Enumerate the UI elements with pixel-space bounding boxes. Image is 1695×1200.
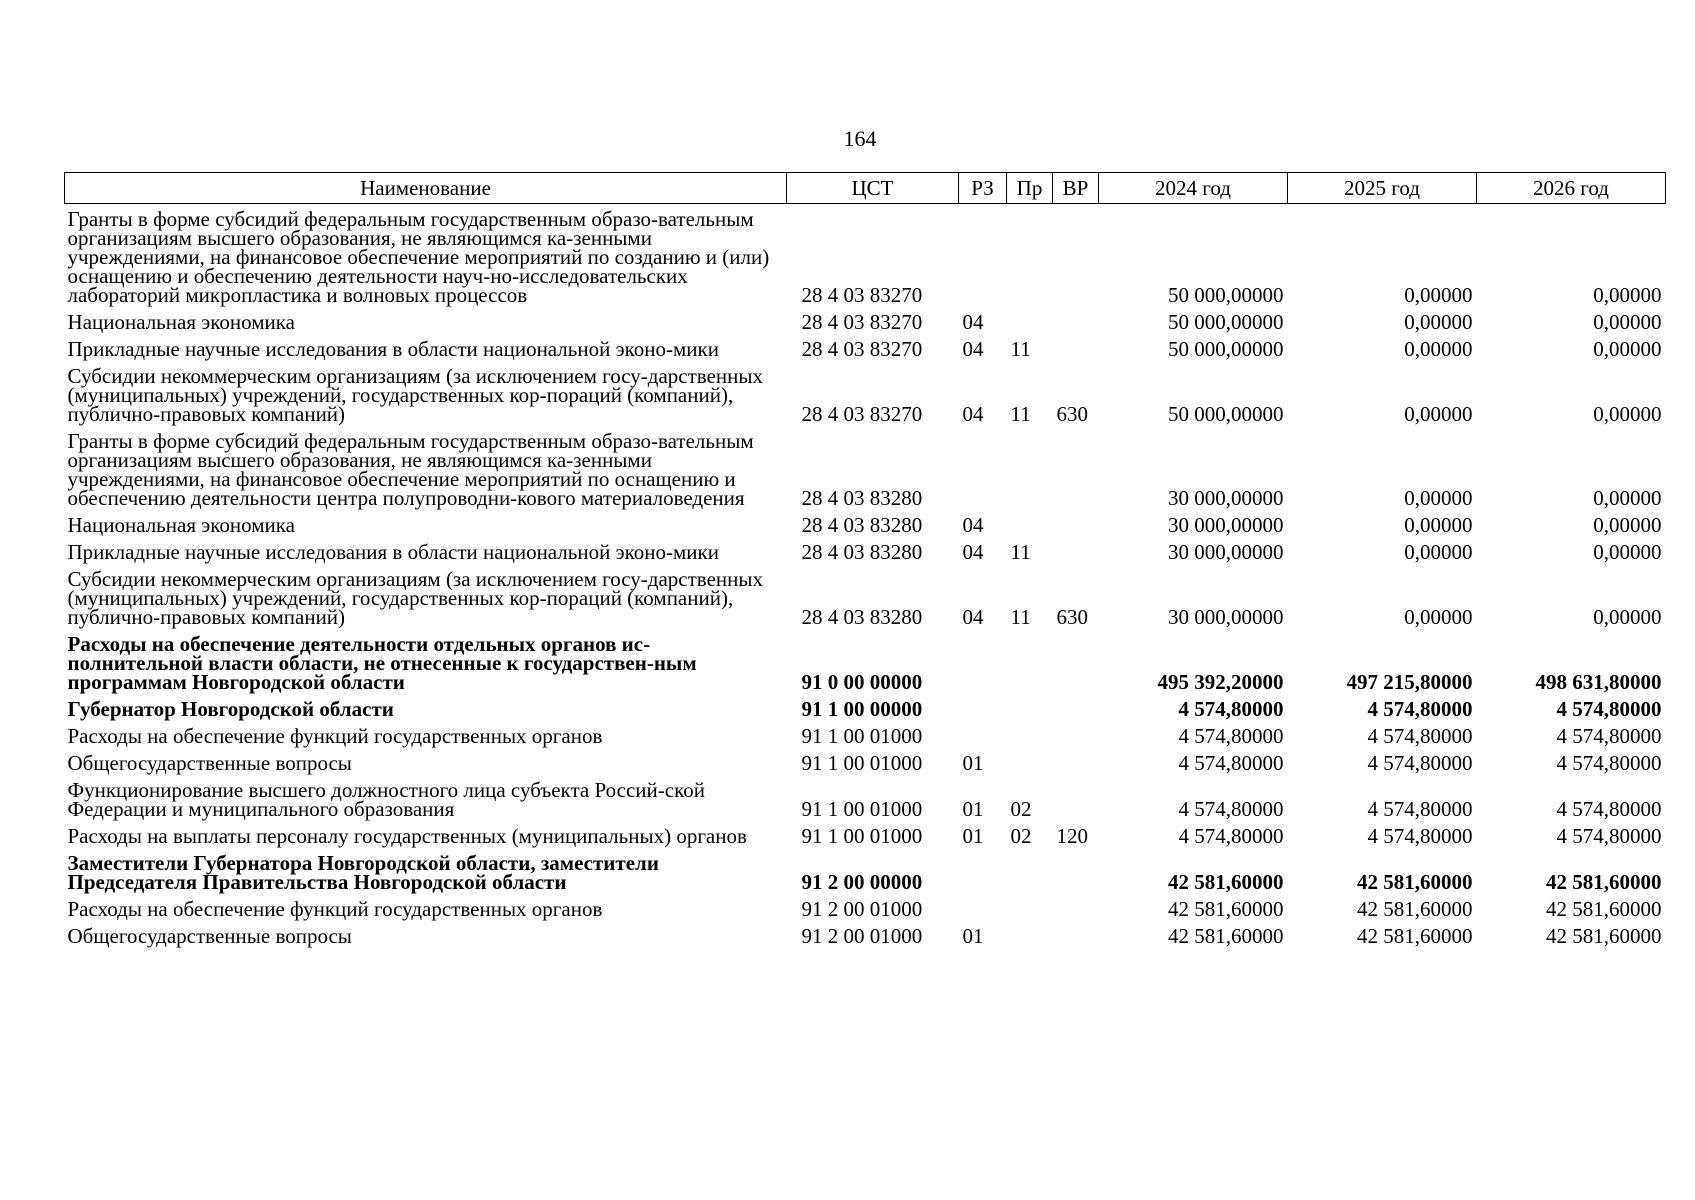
cell-cst: 28 4 03 83270 xyxy=(801,402,923,426)
cell-name: Расходы на обеспечение деятельности отдельных органов ис-полнительной власти области, не отнесенные к государствен-ным программам Новгородской области xyxy=(67,632,697,694)
cell-cst: 28 4 03 83270 xyxy=(801,283,923,307)
cell-vr xyxy=(1053,696,1099,723)
table-row xyxy=(65,363,1666,428)
header-2025: 2025 год xyxy=(1288,173,1477,204)
cell-name: Функционирование высшего должностного лица субъекта Россий-ской Федерации и муниципального образования xyxy=(67,778,705,821)
cell-2026: 4 574,80000 xyxy=(1556,751,1662,775)
table-row xyxy=(65,336,1666,363)
cell-2024: 4 574,80000 xyxy=(1178,697,1284,721)
cell-pr xyxy=(1007,631,1053,696)
cell-2025: 42 581,60000 xyxy=(1357,870,1473,894)
cell-2025: 0,00000 xyxy=(1404,540,1473,564)
cell-vr xyxy=(1053,896,1099,923)
cell-2024: 30 000,00000 xyxy=(1168,540,1284,564)
cell-2026: 0,00000 xyxy=(1593,310,1662,334)
cell-2025: 497 215,80000 xyxy=(1346,670,1473,694)
cell-rz xyxy=(959,723,1007,750)
cell-name: Субсидии некоммерческим организациям (за исключением госу-дарственных (муниципальных) учреждений, государственных кор-пораций (компаний), публично-правовых компаний) xyxy=(67,567,764,629)
cell-rz: 04 xyxy=(962,513,984,537)
cell-2024: 30 000,00000 xyxy=(1168,513,1284,537)
cell-rz xyxy=(959,896,1007,923)
header-rz: РЗ xyxy=(959,173,1007,204)
cell-pr: 11 xyxy=(1010,337,1031,361)
cell-2026: 42 581,60000 xyxy=(1546,870,1662,894)
cell-2024: 30 000,00000 xyxy=(1168,486,1284,510)
cell-name: Гранты в форме субсидий федеральным государственным образо-вательным организациям высшего образования, не являющимся ка-зенными учреждениями, на финансовое обеспечение мероприятий по созданию и (или) оснащению и обеспечению деятельности науч-но-исследовательских лабораторий микропластика и волновых процессов xyxy=(67,207,770,307)
cell-rz: 04 xyxy=(962,540,984,564)
cell-2026: 0,00000 xyxy=(1593,283,1662,307)
cell-cst: 91 1 00 01000 xyxy=(801,797,923,821)
cell-vr xyxy=(1053,631,1099,696)
cell-name: Губернатор Новгородской области xyxy=(67,697,394,721)
cell-cst: 91 1 00 01000 xyxy=(801,751,923,775)
cell-vr xyxy=(1053,923,1099,950)
header-vr: ВР xyxy=(1053,173,1099,204)
cell-2024: 4 574,80000 xyxy=(1178,751,1284,775)
cell-rz xyxy=(959,696,1007,723)
table-row xyxy=(65,631,1666,696)
cell-rz: 04 xyxy=(962,402,984,426)
cell-pr xyxy=(1007,723,1053,750)
cell-rz: 01 xyxy=(962,924,984,948)
cell-2025: 0,00000 xyxy=(1404,337,1473,361)
cell-2024: 50 000,00000 xyxy=(1168,402,1284,426)
table-row xyxy=(65,723,1666,750)
cell-pr: 11 xyxy=(1010,540,1031,564)
cell-cst: 28 4 03 83280 xyxy=(801,513,923,537)
header-2026: 2026 год xyxy=(1477,173,1666,204)
cell-2026: 4 574,80000 xyxy=(1556,697,1662,721)
cell-rz: 04 xyxy=(962,605,984,629)
cell-2024: 4 574,80000 xyxy=(1178,724,1284,748)
cell-name: Расходы на обеспечение функций государственных органов xyxy=(67,724,603,748)
cell-pr: 02 xyxy=(1010,797,1032,821)
cell-cst: 28 4 03 83270 xyxy=(801,337,923,361)
cell-pr: 02 xyxy=(1010,824,1032,848)
cell-pr: 11 xyxy=(1010,402,1031,426)
cell-vr xyxy=(1053,777,1099,823)
cell-2025: 4 574,80000 xyxy=(1367,824,1473,848)
table-row xyxy=(65,823,1666,850)
cell-pr xyxy=(1007,850,1053,896)
cell-2026: 4 574,80000 xyxy=(1556,797,1662,821)
table-row xyxy=(65,539,1666,566)
table-row xyxy=(65,204,1666,310)
cell-2026: 498 631,80000 xyxy=(1535,670,1662,694)
cell-pr xyxy=(1007,204,1053,310)
cell-2024: 4 574,80000 xyxy=(1178,824,1284,848)
cell-2025: 4 574,80000 xyxy=(1367,797,1473,821)
cell-2025: 0,00000 xyxy=(1404,283,1473,307)
cell-vr xyxy=(1053,428,1099,512)
cell-2024: 30 000,00000 xyxy=(1168,605,1284,629)
cell-cst: 91 1 00 01000 xyxy=(801,824,923,848)
cell-rz xyxy=(959,631,1007,696)
cell-2026: 0,00000 xyxy=(1593,605,1662,629)
cell-pr: 11 xyxy=(1010,605,1031,629)
cell-cst: 28 4 03 83280 xyxy=(801,540,923,564)
cell-2025: 42 581,60000 xyxy=(1357,924,1473,948)
cell-name: Заместители Губернатора Новгородской области, заместители Председателя Правительства Новгородской области xyxy=(67,851,659,894)
cell-pr xyxy=(1007,428,1053,512)
cell-2025: 0,00000 xyxy=(1404,605,1473,629)
cell-vr: 120 xyxy=(1056,824,1088,848)
cell-2024: 495 392,20000 xyxy=(1157,670,1284,694)
cell-cst: 91 1 00 01000 xyxy=(801,724,923,748)
cell-cst: 91 2 00 01000 xyxy=(801,897,923,921)
cell-vr xyxy=(1053,539,1099,566)
cell-2024: 50 000,00000 xyxy=(1168,310,1284,334)
cell-pr xyxy=(1007,512,1053,539)
cell-pr xyxy=(1007,896,1053,923)
cell-name: Общегосударственные вопросы xyxy=(67,751,352,775)
table-row xyxy=(65,309,1666,336)
cell-name: Общегосударственные вопросы xyxy=(67,924,352,948)
budget-table xyxy=(64,172,1666,950)
cell-cst: 91 0 00 00000 xyxy=(801,670,923,694)
cell-rz: 01 xyxy=(962,824,984,848)
cell-2024: 4 574,80000 xyxy=(1178,797,1284,821)
cell-name: Гранты в форме субсидий федеральным государственным образо-вательным организациям высшего образования, не являющимся ка-зенными учреждениями, на финансовое обеспечение мероприятий по оснащению и обеспечению деятельности центра полупроводни-кового материаловедения xyxy=(67,429,754,510)
table-row xyxy=(65,512,1666,539)
table-row xyxy=(65,850,1666,896)
table-row xyxy=(65,896,1666,923)
cell-2025: 0,00000 xyxy=(1404,402,1473,426)
cell-vr: 630 xyxy=(1056,402,1088,426)
page-number: 164 xyxy=(843,126,877,151)
cell-name: Расходы на выплаты персоналу государственных (муниципальных) органов xyxy=(67,824,747,848)
cell-2026: 42 581,60000 xyxy=(1546,897,1662,921)
cell-2025: 0,00000 xyxy=(1404,486,1473,510)
table-row xyxy=(65,428,1666,512)
cell-2025: 0,00000 xyxy=(1404,513,1473,537)
cell-2026: 4 574,80000 xyxy=(1556,824,1662,848)
cell-rz: 01 xyxy=(962,751,984,775)
cell-name: Расходы на обеспечение функций государственных органов xyxy=(67,897,603,921)
table-row xyxy=(65,777,1666,823)
table-body xyxy=(65,204,1666,951)
cell-2026: 4 574,80000 xyxy=(1556,724,1662,748)
cell-name: Прикладные научные исследования в области национальной эконо-мики xyxy=(67,540,719,564)
cell-2026: 0,00000 xyxy=(1593,513,1662,537)
cell-cst: 91 2 00 01000 xyxy=(801,924,923,948)
cell-pr xyxy=(1007,309,1053,336)
table-row xyxy=(65,566,1666,631)
cell-cst: 91 1 00 00000 xyxy=(801,697,923,721)
cell-vr xyxy=(1053,512,1099,539)
cell-name: Национальная экономика xyxy=(67,513,295,537)
cell-cst: 28 4 03 83280 xyxy=(801,605,923,629)
cell-vr xyxy=(1053,723,1099,750)
cell-rz: 01 xyxy=(962,797,984,821)
table-row xyxy=(65,750,1666,777)
cell-vr xyxy=(1053,204,1099,310)
table-row xyxy=(65,923,1666,950)
cell-2025: 42 581,60000 xyxy=(1357,897,1473,921)
cell-rz xyxy=(959,428,1007,512)
cell-pr xyxy=(1007,696,1053,723)
cell-rz: 04 xyxy=(962,310,984,334)
cell-2026: 0,00000 xyxy=(1593,540,1662,564)
table-header-row xyxy=(65,173,1666,204)
header-name: Наименование xyxy=(65,173,787,204)
cell-cst: 28 4 03 83280 xyxy=(801,486,923,510)
cell-rz xyxy=(959,204,1007,310)
header-cst: ЦСТ xyxy=(787,173,959,204)
cell-2024: 42 581,60000 xyxy=(1168,897,1284,921)
cell-rz xyxy=(959,850,1007,896)
cell-vr: 630 xyxy=(1056,605,1088,629)
cell-2025: 4 574,80000 xyxy=(1367,697,1473,721)
cell-2025: 0,00000 xyxy=(1404,310,1473,334)
cell-2024: 42 581,60000 xyxy=(1168,870,1284,894)
cell-2026: 0,00000 xyxy=(1593,402,1662,426)
cell-vr xyxy=(1053,850,1099,896)
cell-2026: 0,00000 xyxy=(1593,337,1662,361)
cell-2024: 50 000,00000 xyxy=(1168,337,1284,361)
cell-vr xyxy=(1053,336,1099,363)
header-2024: 2024 год xyxy=(1099,173,1288,204)
cell-2025: 4 574,80000 xyxy=(1367,724,1473,748)
cell-pr xyxy=(1007,750,1053,777)
cell-pr xyxy=(1007,923,1053,950)
header-pr: Пр xyxy=(1007,173,1053,204)
cell-vr xyxy=(1053,750,1099,777)
cell-cst: 28 4 03 83270 xyxy=(801,310,923,334)
cell-2026: 0,00000 xyxy=(1593,486,1662,510)
cell-2026: 42 581,60000 xyxy=(1546,924,1662,948)
cell-2024: 50 000,00000 xyxy=(1168,283,1284,307)
cell-cst: 91 2 00 00000 xyxy=(801,870,923,894)
cell-name: Прикладные научные исследования в области национальной эконо-мики xyxy=(67,337,719,361)
table-row xyxy=(65,696,1666,723)
cell-2024: 42 581,60000 xyxy=(1168,924,1284,948)
cell-rz: 04 xyxy=(962,337,984,361)
cell-name: Субсидии некоммерческим организациям (за исключением госу-дарственных (муниципальных) учреждений, государственных кор-пораций (компаний), публично-правовых компаний) xyxy=(67,364,764,426)
cell-2025: 4 574,80000 xyxy=(1367,751,1473,775)
cell-vr xyxy=(1053,309,1099,336)
cell-name: Национальная экономика xyxy=(67,310,295,334)
